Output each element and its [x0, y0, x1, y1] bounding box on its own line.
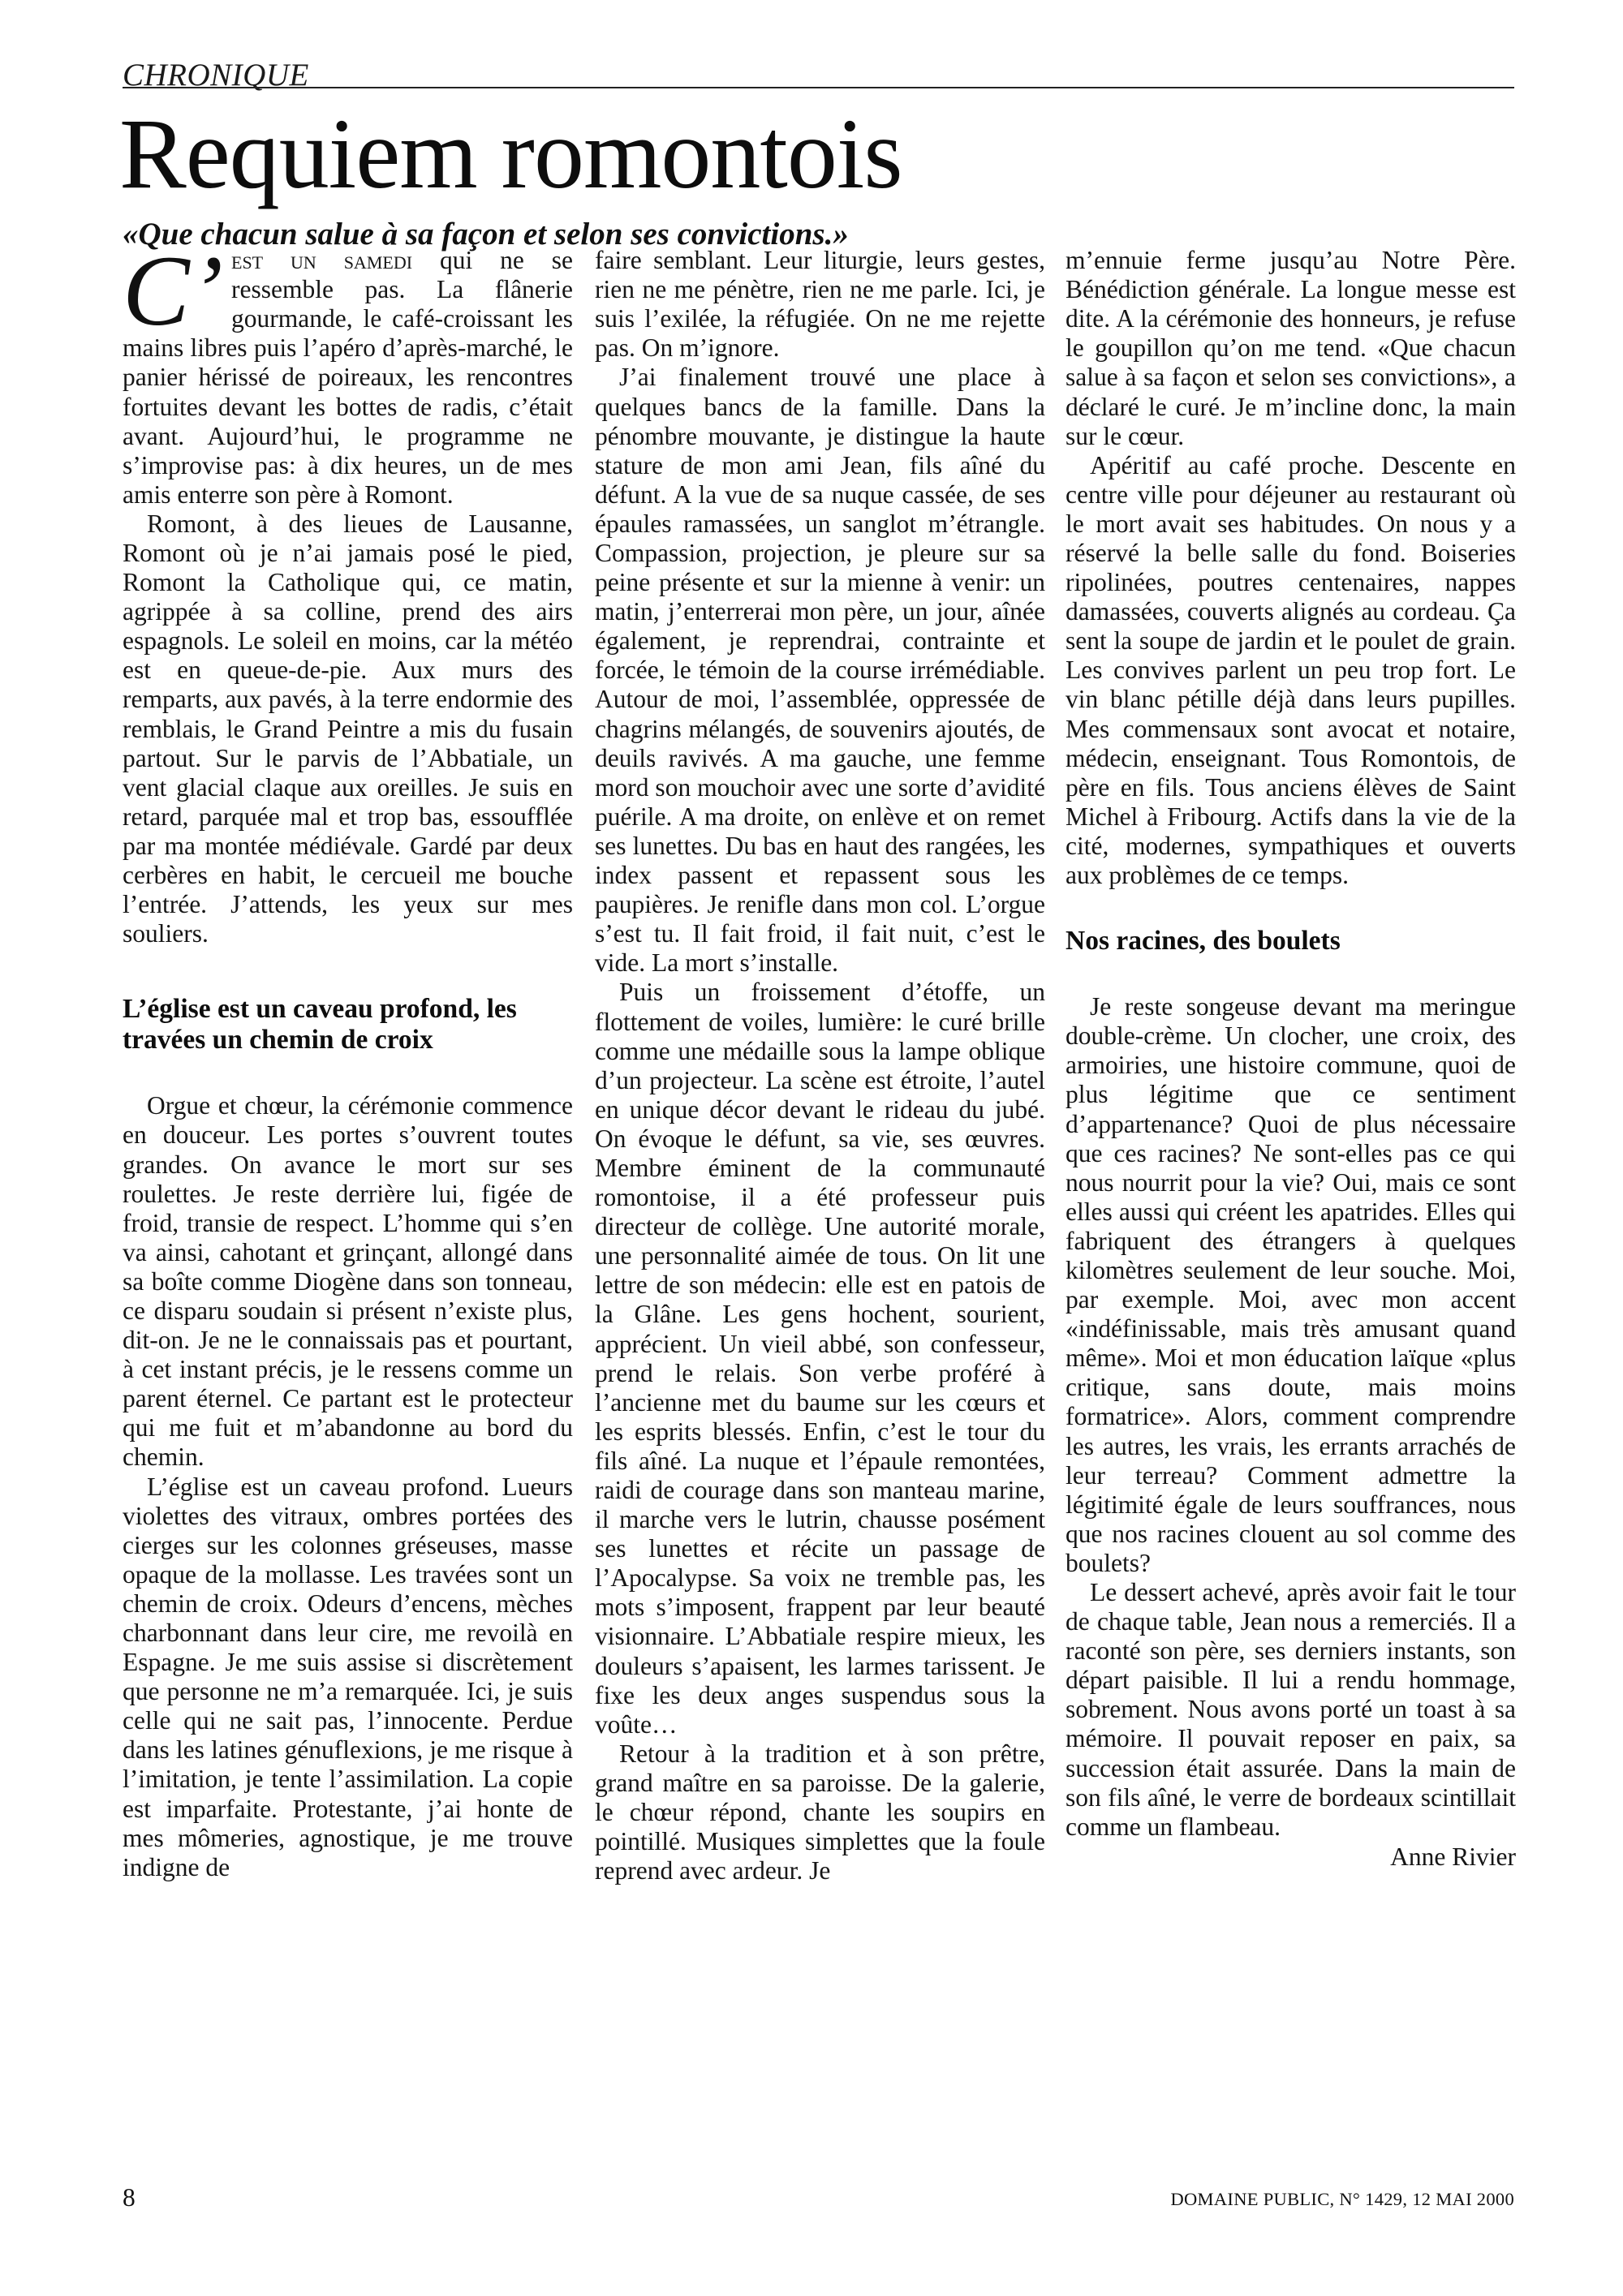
- lead-quote: «Que chacun salue à sa façon et selon ses convictions.»: [123, 217, 849, 252]
- drop-cap: C’: [123, 235, 223, 347]
- author-signature: Anne Rivier: [1390, 1842, 1516, 1871]
- opening-paragraph: [123, 235, 573, 510]
- section-label: CHRONIQUE: [123, 57, 309, 92]
- publication-reference: DOMAINE PUBLIC, N° 1429, 12 MAI 2000: [1170, 2189, 1514, 2210]
- paragraph: Romont, à des lieues de Lausanne, Romont où je n’ai jamais posé le pied, Romont la Catholique qui, ce matin, agrippée à sa colline, prend des airs espagnols. Le soleil en moins, car la météo est en queue-de-pie. Aux murs des remparts, aux pavés, à la terre endormie des remblais, le Grand Peintre a mis du fusain partout. Sur le parvis de l’Abbatiale, un vent glacial claque aux oreilles. Je suis en retard, parquée mal et trop bas, essoufflée par ma montée médiévale. Gardé par deux cerbères en habit, le cercueil me bouche l’entrée. J’attends, les yeux sur mes souliers.: [123, 509, 573, 948]
- paragraph: faire semblant. Leur liturgie, leurs gestes, rien ne me pénètre, rien ne me parle. Ici, je suis l’exilée, la réfugiée. On ne me rejette pas. On m’ignore.: [595, 246, 1045, 363]
- column-2: [595, 246, 1045, 1885]
- subheading: L’église est un caveau profond, les travées un chemin de croix: [123, 994, 517, 1056]
- opening-smallcaps: est un samedi: [231, 246, 413, 275]
- column-1: [123, 235, 573, 1882]
- column-3: [1065, 246, 1516, 1872]
- paragraph: Orgue et chœur, la cérémonie commence en douceur. Les portes s’ouvrent toutes grandes. On avance le mort sur ses roulettes. Je reste derrière lui, figée de froid, transie de respect. L’homme qui s’en va ainsi, cahotant et grinçant, allongé dans sa boîte comme Diogène dans son tonneau, ce disparu soudain si présent n’existe plus, dit-on. Je ne le connaissais pas et pourtant, à cet instant précis, je le ressens comme un parent éternel. Ce partant est le protecteur qui me fuit et m’abandonne au bord du chemin.: [123, 1091, 573, 1472]
- paragraph: Le dessert achevé, après avoir fait le tour de chaque table, Jean nous a remerciés. Il a raconté son père, ses derniers instants, son départ paisible. Il lui a rendu hommage, sobrement. Nous avons porté un toast à sa mémoire. Il pouvait reposer en paix, sa succession était assurée. Dans la main de son fils aîné, le verre de bordeaux scintillait comme un flambeau.: [1065, 1578, 1516, 1841]
- paragraph: Retour à la tradition et à son prêtre, grand maître en sa paroisse. De la galerie, le chœur répond, chante les soupirs en pointillé. Musiques simplettes que la foule reprend avec ardeur. Je: [595, 1739, 1045, 1885]
- paragraph: Apéritif au café proche. Descente en centre ville pour déjeuner au restaurant où le mort avait ses habitudes. On nous y a réservé la belle salle du fond. Boiseries ripolinées, poutres centenaires, nappes damassées, couverts alignés au cordeau. Ça sent la soupe de jardin et le poulet de grain. Les convives parlent un peu trop fort. Le vin blanc pétille déjà dans leurs pupilles. Mes commensaux sont avocat et notaire, médecin, enseignant. Tous Romontois, de père en fils. Tous anciens élèves de Saint Michel à Fribourg. Actifs dans la vie de la cité, modernes, sympathiques et ouverts aux problèmes de ce temps.: [1065, 450, 1516, 890]
- paragraph: J’ai finalement trouvé une place à quelques bancs de la famille. Dans la pénombre mouvante, je distingue la haute stature de mon ami Jean, fils aîné du défunt. A la vue de sa nuque cassée, de ses épaules ramassées, un sanglot m’étrangle. Compassion, projection, je pleure sur sa peine présente et sur la mienne à venir: un matin, j’enterrerai mon père, un jour, aînée également, je reprendrai, contrainte et forcée, le témoin de la course irrémédiable. Autour de moi, l’assemblée, oppressée de chagrins mélangés, de souvenirs ajoutés, de deuils ravivés. A ma gauche, une femme mord son mouchoir avec une sorte d’avidité puérile. A ma droite, on enlève et on remet ses lunettes. Du bas en haut des rangées, les index passent et repassent sous les paupières. Je renifle dans mon col. L’orgue s’est tu. Il fait froid, il fait nuit, c’est le vide. La mort s’installe.: [595, 363, 1045, 978]
- subheading: Nos racines, des boulets: [1065, 926, 1341, 957]
- paragraph: m’ennuie ferme jusqu’au Notre Père. Bénédiction générale. La longue messe est dite. A la cérémonie des honneurs, je refuse le goupillon qu’on me tend. «Que chacun salue à sa façon et selon ses convictions», a déclaré le curé. Je m’incline donc, la main sur le cœur.: [1065, 246, 1516, 450]
- paragraph: Puis un froissement d’étoffe, un flottement de voiles, lumière: le curé brille comme une médaille sous la lampe oblique d’un projecteur. La scène est étroite, l’autel en unique décor devant le rideau du jubé. On évoque le défunt, sa vie, ses œuvres. Membre éminent de la communauté romontoise, il a été professeur puis directeur de collège. Une autorité morale, une personnalité aimée de tous. On lit une lettre de son médecin: elle est en patois de la Glâne. Les gens hochent, sourient, apprécient. Un vieil abbé, son confesseur, prend le relais. Son verbe proféré à l’ancienne met du baume sur les cœurs et les esprits blessés. Enfin, c’est le tour du fils aîné. La nuque et l’épaule remontées, raidi de courage dans son manteau marine, il marche vers le lutrin, chausse posément ses lunettes et récite un passage de l’Apocalypse. Sa voix ne tremble pas, les mots s’imposent, frappent par leur beauté visionnaire. L’Abbatiale respire mieux, les douleurs s’apaisent, les larmes tarissent. Je fixe les deux anges suspendus sous la voûte…: [595, 978, 1045, 1739]
- header-rule: [123, 87, 1514, 88]
- paragraph: L’église est un caveau profond. Lueurs violettes des vitraux, ombres portées des cierges sur les colonnes gréseuses, masse opaque de la mollasse. Les travées sont un chemin de croix. Odeurs d’encens, mèches charbonnant dans leur cire, me revoilà en Espagne. Je me suis assise si discrètement que personne ne m’a remarquée. Ici, je suis celle qui ne sait pas, l’innocente. Perdue dans les latines génuflexions, je me risque à l’imitation, je tente l’assimilation. La copie est imparfaite. Protestante, j’ai honte de mes mômeries, agnostique, je me trouve indigne de: [123, 1472, 573, 1881]
- page-number: 8: [123, 2183, 136, 2212]
- opening-text: qui ne se ressemble pas. La flânerie gourmande, le café-croissant les mains libres puis l’apéro d’après-marché, le panier hérissé de poireaux, les rencontres fortuites devant les bottes de radis, c’était avant. Aujourd’hui, le programme ne s’improvise pas: à dix heures, un de mes amis enterre son père à Romont.: [123, 246, 573, 509]
- paragraph: Je reste songeuse devant ma meringue double-crème. Un clocher, une croix, des armoiries, une histoire commune, quoi de plus légitime que ce sentiment d’appartenance? Quoi de plus nécessaire que ces racines? Ne sont-elles pas ce qui nous nourrit pour la vie? Oui, mais ce sont elles aussi qui créent les apatrides. Elles qui fabriquent des étrangers à quelques kilomètres seulement de leur souche. Moi, par exemple. Moi, avec mon accent «indéfinissable, mais très amusant quand même». Moi et mon éducation laïque «plus critique, sans doute, mais moins formatrice». Alors, comment comprendre les autres, les vrais, les errants arrachés de leur terreau? Comment admettre la légitimité égale de leurs souffrances, nous que nos racines clouent au sol comme des boulets?: [1065, 992, 1516, 1577]
- article-title: Requiem romontois: [119, 97, 902, 209]
